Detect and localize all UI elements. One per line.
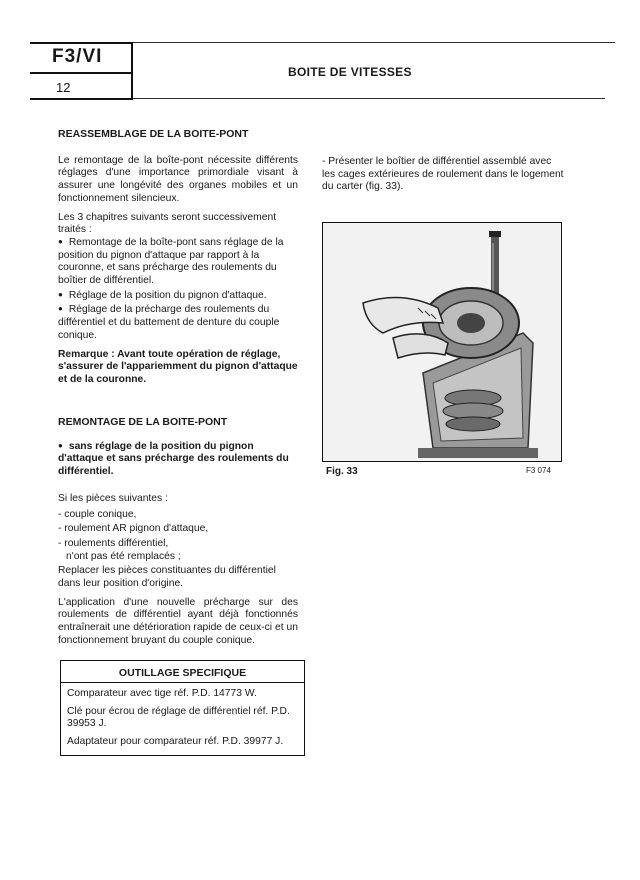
part-item: - roulement AR pignon d'attaque, bbox=[58, 523, 209, 535]
parts-end: n'ont pas été remplacés ; bbox=[66, 550, 181, 562]
warning-paragraph: L'application d'une nouvelle précharge sur des roulements de différentiel ayant déjà fonctionnés entraînerait une détérioration rapide de ceux-ci et un fonctionnement bruyant du couple conique. bbox=[58, 596, 298, 646]
instruction-paragraph: - Présenter le boîtier de différentiel assemblé avec les cages extérieures de roulement dans le logement du carter (fig. 33). bbox=[322, 156, 564, 193]
figure-label: Fig. 33 bbox=[326, 466, 358, 477]
chapter-item: ● Remontage de la boîte-pont sans réglage de la position du pignon d'attaque par rapport à la couronne, et sans précharge des roulements du boîtier de différentiel. bbox=[58, 237, 298, 288]
part-item: - couple conique, bbox=[58, 508, 137, 520]
gearbox-assembly-photo-icon bbox=[323, 223, 560, 460]
tool-item: Adaptateur pour comparateur réf. P.D. 39977 J. bbox=[67, 736, 284, 748]
parts-intro: Si les pièces suivantes : bbox=[58, 492, 168, 504]
tools-title: OUTILLAGE SPECIFIQUE bbox=[118, 667, 247, 679]
left-column-section-2 bbox=[58, 416, 298, 654]
figure-33-frame bbox=[322, 222, 562, 462]
replace-paragraph: Replacer les pièces constituantes du différentiel dans leur position d'origine. bbox=[58, 565, 276, 590]
left-column bbox=[58, 128, 298, 393]
intro-paragraph: Le remontage de la boîte-pont nécessite différents réglages d'une importance primordiale visant à assurer une longévité des organes mobiles et un fonctionnement silencieux. bbox=[58, 154, 298, 204]
heading-reassemblage: REASSEMBLAGE DE LA BOITE-PONT bbox=[58, 128, 249, 140]
tool-item: Clé pour écrou de réglage de différentiel réf. P.D. 39953 J. bbox=[67, 705, 290, 730]
part-item: - roulements différentiel, bbox=[58, 537, 169, 549]
page-title: BOITE DE VITESSES bbox=[288, 65, 412, 79]
header-divider bbox=[30, 72, 133, 74]
tools-divider bbox=[60, 682, 305, 683]
tools-list bbox=[67, 688, 303, 754]
subheading: ● sans réglage de la position du pignon d'attaque et sans précharge des roulements du différentiel. bbox=[58, 441, 298, 479]
heading-remontage: REMONTAGE DE LA BOITE-PONT bbox=[58, 416, 228, 428]
tool-item: Comparateur avec tige réf. P.D. 14773 W. bbox=[67, 688, 257, 699]
page-number: 12 bbox=[56, 80, 71, 95]
header-rule-top bbox=[133, 42, 615, 43]
section-code: F3/VI bbox=[52, 46, 103, 67]
remark-paragraph: Remarque : Avant toute opération de réglage, s'assurer de l'appariemment du pignon d'attaque et de la couronne. bbox=[58, 348, 298, 385]
header-rule-bottom bbox=[133, 98, 605, 99]
chapter-item: ● Réglage de la position du pignon d'attaque. bbox=[58, 290, 298, 303]
figure-reference: F3 074 bbox=[526, 466, 551, 475]
chapter-item: ● Réglage de la précharge des roulements du différentiel et du battement de denture du couple conique. bbox=[58, 304, 298, 342]
right-column bbox=[322, 156, 567, 200]
chapters-intro: Les 3 chapitres suivants seront successivement traités : bbox=[58, 211, 277, 236]
